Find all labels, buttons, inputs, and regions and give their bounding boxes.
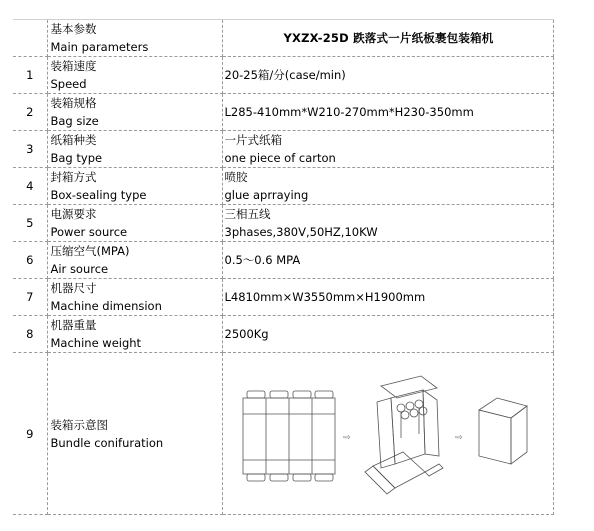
- table-row: [13, 279, 553, 316]
- machine-title: YXZX-25D 跌落式一片纸板裹包装箱机: [222, 20, 553, 57]
- param-name-en: Speed: [50, 77, 87, 91]
- carton-wrapping-bottles-icon: [365, 376, 443, 494]
- row-number: 1: [13, 57, 47, 94]
- table-row: [13, 353, 553, 515]
- table-row: [13, 94, 553, 131]
- param-name-en: Machine weight: [50, 336, 142, 350]
- table-row: [13, 57, 553, 94]
- table-row: [13, 131, 553, 168]
- param-value: 20-25箱/分(case/min): [224, 68, 346, 82]
- table-row: [13, 168, 553, 205]
- row-number: 6: [13, 242, 47, 279]
- param-name-cell: [47, 168, 222, 205]
- arrow-icon: ⇨: [342, 433, 351, 443]
- param-name-en: Main parameters: [50, 40, 149, 54]
- param-value-cell: [222, 279, 553, 316]
- param-value-cell: [222, 168, 553, 205]
- param-name-cell: [47, 242, 222, 279]
- param-name-cell: [47, 353, 222, 515]
- param-value-cell: [222, 242, 553, 279]
- param-value: L285-410mm*W210-270mm*H230-350mm: [224, 105, 474, 119]
- table-row: [13, 316, 553, 353]
- param-value: 0.5～0.6 MPA: [224, 253, 301, 267]
- param-name-en: Bag size: [50, 114, 99, 128]
- param-name-zh: 封箱方式: [50, 170, 97, 184]
- row-number: 7: [13, 279, 47, 316]
- param-value: 一片式纸箱: [224, 133, 282, 147]
- row-number: 2: [13, 94, 47, 131]
- param-name-zh: 基本参数: [50, 22, 97, 36]
- param-value: 喷胶: [224, 170, 248, 184]
- param-value-cell: [222, 94, 553, 131]
- param-name-cell: [47, 316, 222, 353]
- param-name-zh: 压缩空气(MPA): [50, 244, 130, 258]
- param-value-cell: [222, 316, 553, 353]
- param-name-cell: [47, 57, 222, 94]
- param-name-cell: [47, 205, 222, 242]
- closed-carton-icon: [479, 398, 527, 464]
- table-row: [13, 242, 553, 279]
- param-value: 2500Kg: [224, 327, 269, 341]
- illustration-cell: [222, 353, 553, 515]
- bundle-configuration-illustration: [225, 356, 545, 506]
- row-number: 3: [13, 131, 47, 168]
- param-name-cell: [47, 279, 222, 316]
- param-value: L4810mm×W3550mm×H1900mm: [224, 290, 426, 304]
- param-value-cell: [222, 131, 553, 168]
- header-row: [13, 20, 553, 57]
- param-name-en: Power source: [50, 225, 128, 239]
- row-number: 5: [13, 205, 47, 242]
- param-value: glue aprraying: [224, 188, 309, 202]
- param-name-cell: [47, 20, 222, 57]
- parameter-table: [13, 19, 554, 515]
- param-name-zh: 机器重量: [50, 318, 97, 332]
- param-name-en: Bag type: [50, 151, 103, 165]
- param-name-en: Bundle conifuration: [50, 435, 164, 450]
- row-number: 4: [13, 168, 47, 205]
- param-value: one piece of carton: [224, 151, 336, 165]
- row-number: 9: [13, 353, 47, 515]
- param-name-en: Machine dimension: [50, 299, 162, 313]
- param-value-cell: [222, 205, 553, 242]
- param-name-zh: 装箱速度: [50, 59, 97, 73]
- row-number: 8: [13, 316, 47, 353]
- param-name-cell: [47, 94, 222, 131]
- param-name-zh: 装箱规格: [50, 96, 97, 110]
- arrow-icon: ⇨: [454, 433, 463, 443]
- param-name-en: Air source: [50, 262, 109, 276]
- param-name-zh: 机器尺寸: [50, 281, 97, 295]
- table-row: [13, 205, 553, 242]
- param-name-zh: 电源要求: [50, 207, 97, 221]
- param-name-zh: 纸箱种类: [50, 133, 97, 147]
- param-value-cell: [222, 57, 553, 94]
- param-name-cell: [47, 131, 222, 168]
- param-value: 三相五线: [224, 207, 271, 221]
- row-number: [13, 20, 47, 57]
- flat-carton-blank-icon: [243, 391, 335, 481]
- param-name-en: Box-sealing type: [50, 188, 147, 202]
- param-name-zh: 装箱示意图: [50, 417, 108, 432]
- param-value: 3phases,380V,50HZ,10KW: [224, 225, 378, 239]
